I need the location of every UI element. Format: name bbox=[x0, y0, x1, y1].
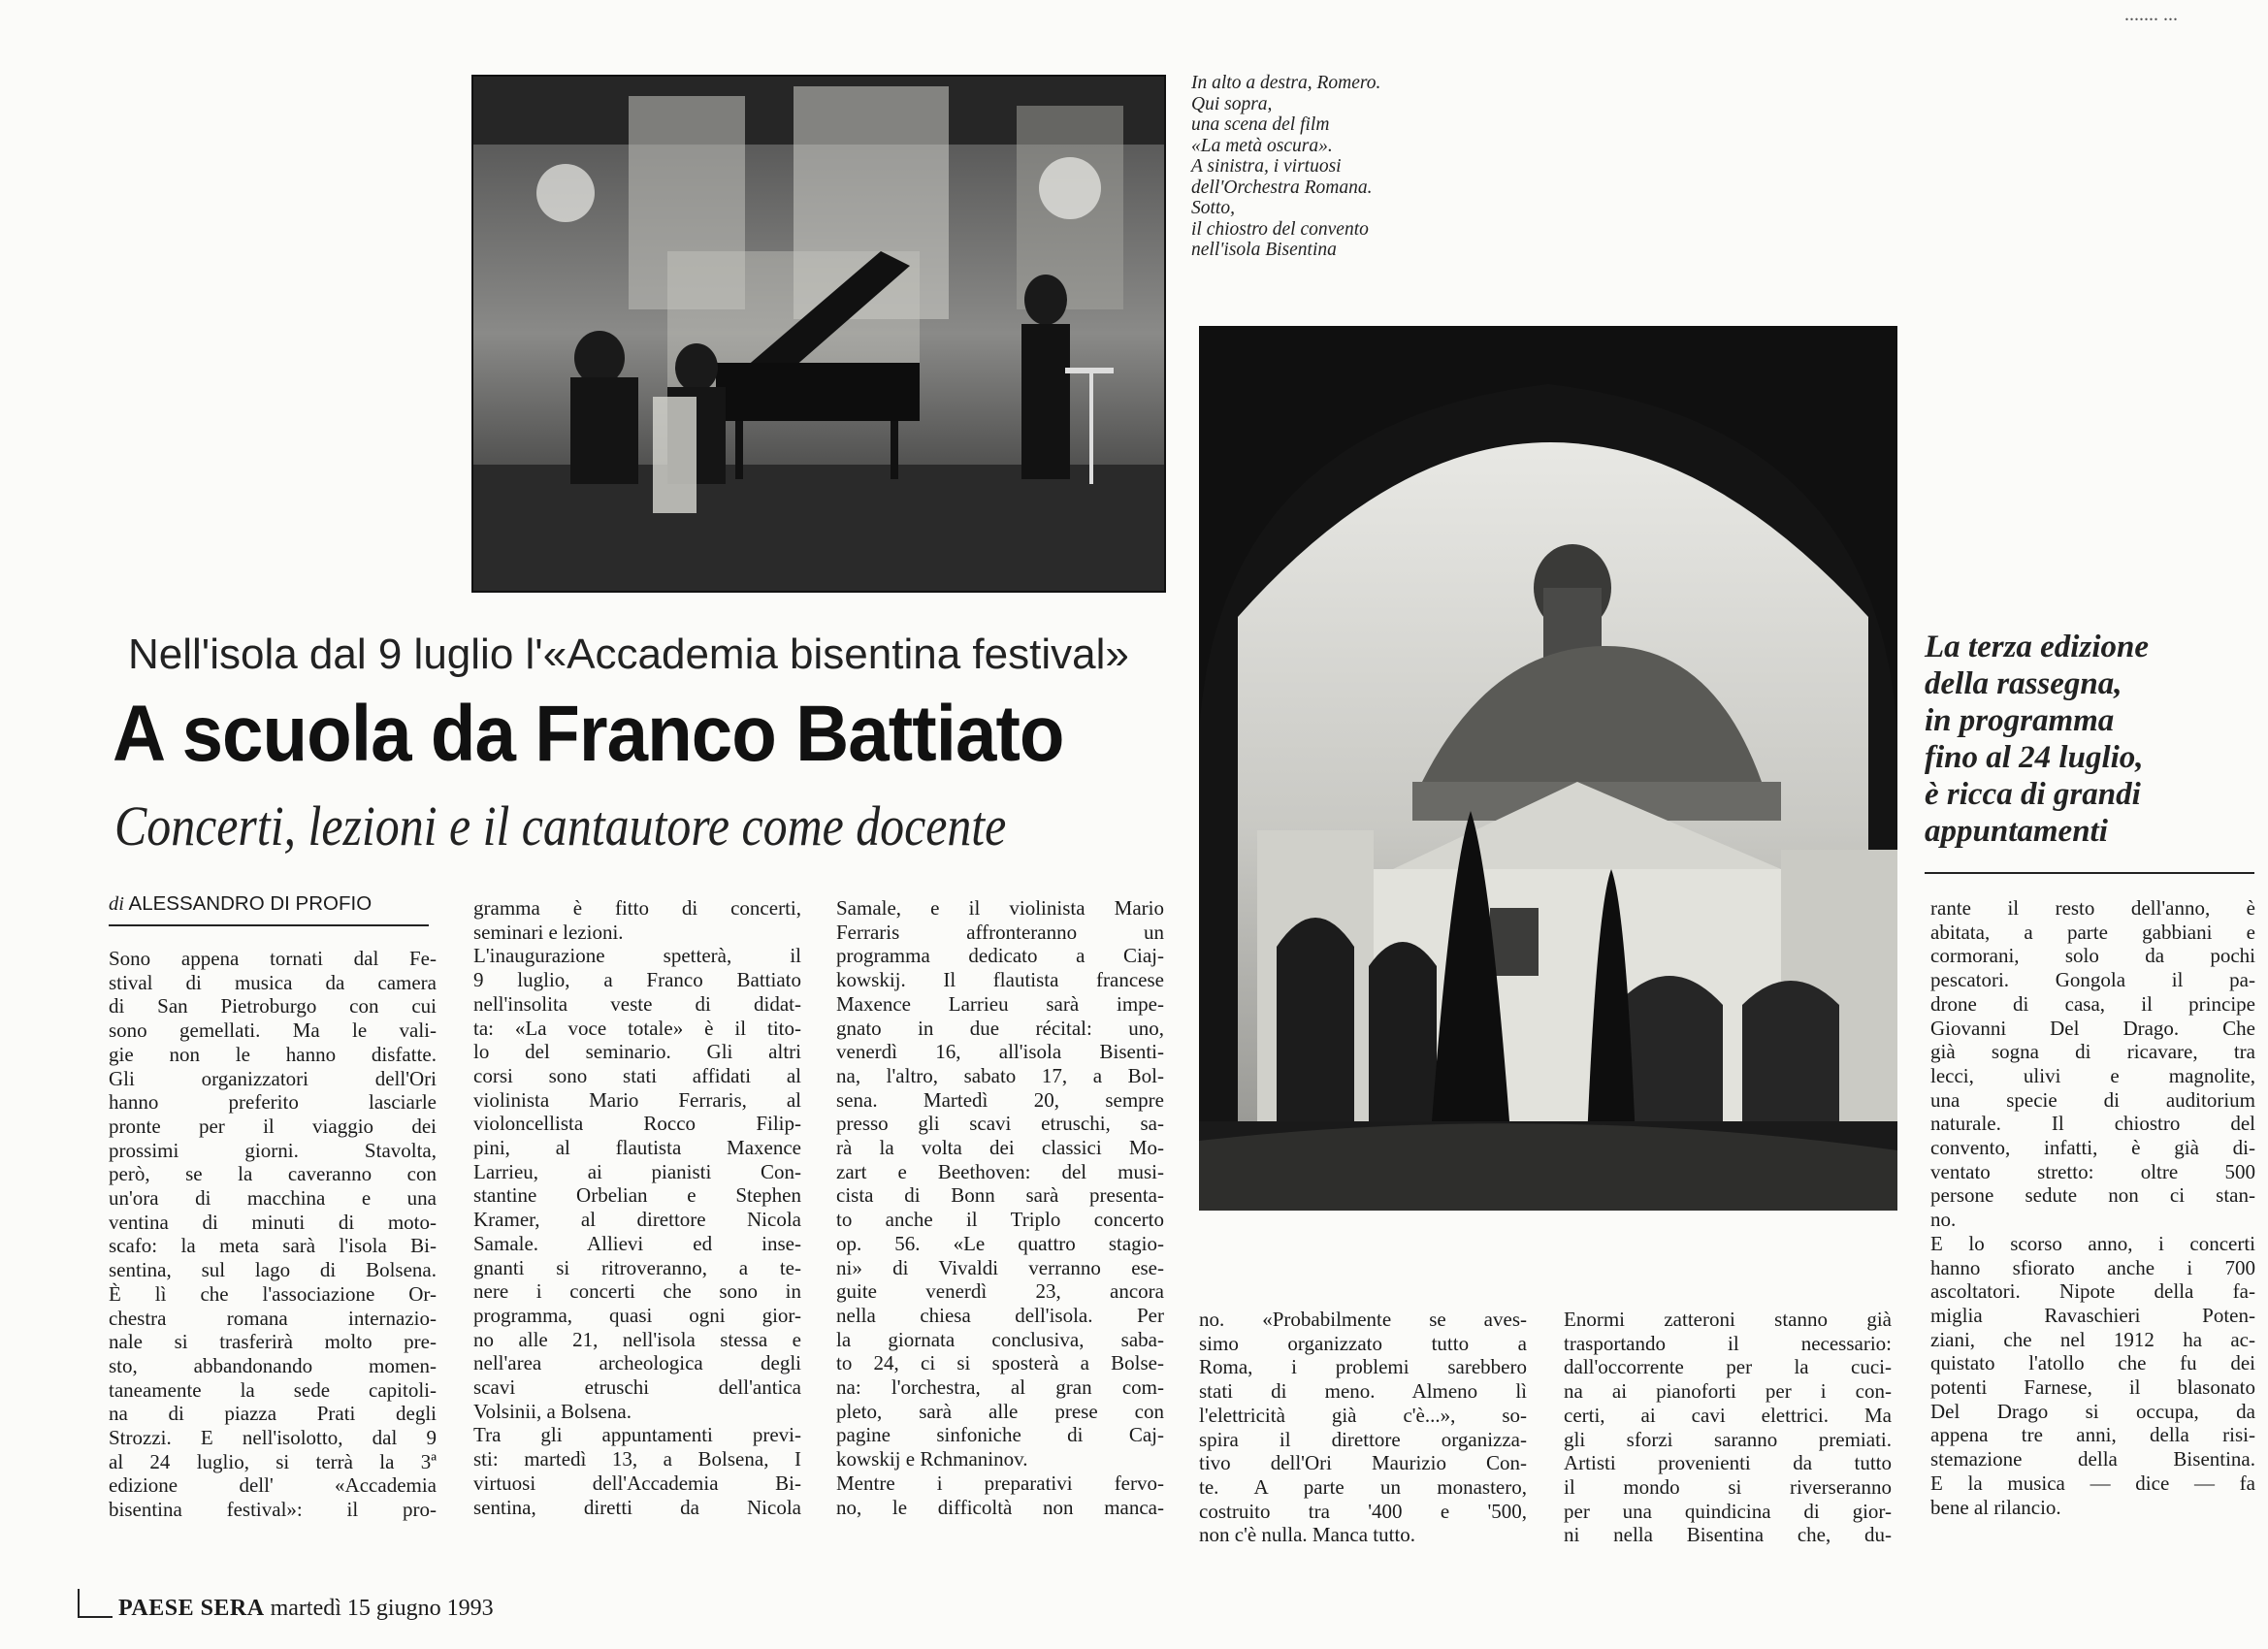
column-6: rante il resto dell'anno, è abitata, a parte gabbiani e cormorani, solo da pochi pescatori. Gongola il pa- drone di casa, il principe Giovanni Del Drago. Che già sogna di ricavare, tra lecci, ulivi e magnolite, una specie di auditorium naturale. Il chiostro del convento, infatti, è già di- ventato stretto: oltre 500 persone sedute non ci stan- no. E lo scorso anno, i concerti hanno sfiorato anche i 700 ascoltatori. Nipote della fa- miglia Ravaschieri Poten- ziani, che nel 1912 ha ac- quistato l'atollo che fu dei potenti Farnese, il blasonato Del Drago si occupa, da appena tre anni, della risi- stemazione della Bisentina. E la musica — dice — fa bene al rilancio. bbox=[1930, 896, 2255, 1519]
footer bbox=[118, 1596, 494, 1622]
publication-date: martedì 15 giugno 1993 bbox=[270, 1596, 494, 1621]
column-3: Samale, e il violinista Mario Ferraris affronteranno un programma dedicato a Ciaj- kowskij. Il flautista francese Maxence Larrieu sarà impe- gnato in due récital: uno, venerdì 16, all'isola Bisenti- na, l'altro, sabato 17, a Bol- sena. Martedì 20, sempre presso gli scavi etruschi, sa- rà la volta dei classici Mo- zart e Beethoven: del musi- cista di Bonn sarà presenta- to anche il Triplo concerto op. 56. «Le quattro stagio- ni» di Vivaldi verranno ese- guite venerdì 23, ancora nella chiesa dell'isola. Per la giornata conclusiva, saba- to 24, ci si sposterà a Bolse- na: l'orchestra, al gran com- pleto, sarà alle prese con pagine sinfoniche di Caj- kowskij e Rchmaninov. Mentre i preparativi fervo- no, le difficoltà non manca- bbox=[836, 896, 1164, 1519]
byline bbox=[109, 892, 372, 916]
cloister-photo bbox=[1199, 326, 1897, 1211]
newspaper-name: PAESE SERA bbox=[118, 1596, 265, 1621]
photo-caption: In alto a destra, Romero. Qui sopra, una scena del film «La metà oscura». A sinistra, i virtuosi dell'Orchestra Romana. Sotto, il chiostro del convento nell'isola Bisentina bbox=[1191, 73, 1381, 260]
column-1: Sono appena tornati dal Fe- stival di musica da camera di San Pietroburgo con cui sono gemellati. Ma le vali- gie non le hanno disfatte. Gli organizzatori dell'Ori hanno preferito lasciarle pronte per il viaggio dei prossimi giorni. Stavolta, però, se la caveranno con un'ora di macchina e una ventina di minuti di moto- scafo: la meta sarà l'isola Bi- sentina, sul lago di Bolsena. È lì che l'associazione Or- chestra romana internazio- nale si trasferirà molto pre- sto, abbandonando momen- taneamente la sede capitoli- na di piazza Prati degli Strozzi. E nell'isolotto, dal 9 al 24 luglio, si terrà la 3ª edizione dell' «Accademia bisentina festival»: il pro- bbox=[109, 947, 437, 1522]
byline-prefix: di bbox=[109, 893, 124, 915]
pullquote: La terza edizione della rassegna, in programma fino al 24 luglio, è ricca di grandi appuntamenti bbox=[1925, 630, 2149, 849]
concert-hall-photo bbox=[471, 75, 1166, 593]
footer-bracket bbox=[78, 1589, 80, 1618]
subheadline: Concerti, lezioni e il cantautore come docente bbox=[114, 794, 1007, 857]
byline-rule bbox=[109, 924, 429, 926]
pullquote-rule bbox=[1925, 872, 2254, 874]
kicker: Nell'isola dal 9 luglio l'«Accademia bisentina festival» bbox=[128, 630, 1129, 678]
footer-bracket-base bbox=[78, 1616, 113, 1618]
headline: A scuola da Franco Battiato bbox=[113, 690, 1064, 778]
author-name: ALESSANDRO DI PROFIO bbox=[128, 892, 373, 915]
column-4: no. «Probabilmente se aves- simo organizzato tutto a Roma, i problemi sarebbero stati di meno. Almeno lì l'elettricità già c'è...», so- spira il direttore organizza- tivo dell'Ori Maurizio Con- te. A parte un monastero, costruito tra '400 e '500, non c'è nulla. Manca tutto. bbox=[1199, 1308, 1527, 1547]
column-2: gramma è fitto di concerti, seminari e lezioni. L'inaugurazione spetterà, il 9 luglio, a Franco Battiato nell'insolita veste di didat- ta: «La voce totale» è il tito- lo del seminario. Gli altri corsi sono stati affidati al violinista Mario Ferraris, al violoncellista Rocco Filip- pini, al flautista Maxence Larrieu, ai pianisti Con- stantine Orbelian e Stephen Kramer, al direttore Nicola Samale. Allievi ed inse- gnanti si ritroveranno, a te- nere i concerti che sono in programma, quasi ogni gior- no alle 21, nell'isola stessa e nell'area archeologica degli scavi etruschi dell'antica Volsinii, a Bolsena. Tra gli appuntamenti previ- sti: martedì 13, a Bolsena, I virtuosi dell'Accademia Bi- sentina, diretti da Nicola bbox=[473, 896, 801, 1519]
corner-text: ....... ... bbox=[2124, 4, 2178, 25]
column-5: Enormi zatteroni stanno già trasportando il necessario: dall'occorrente per la cuci- na ai pianoforti per i con- certi, ai cavi elettrici. Ma gli sforzi saranno premiati. Artisti provenienti da tutto il mondo si riverseranno per una quindicina di gior- ni nella Bisentina che, du- bbox=[1564, 1308, 1892, 1547]
